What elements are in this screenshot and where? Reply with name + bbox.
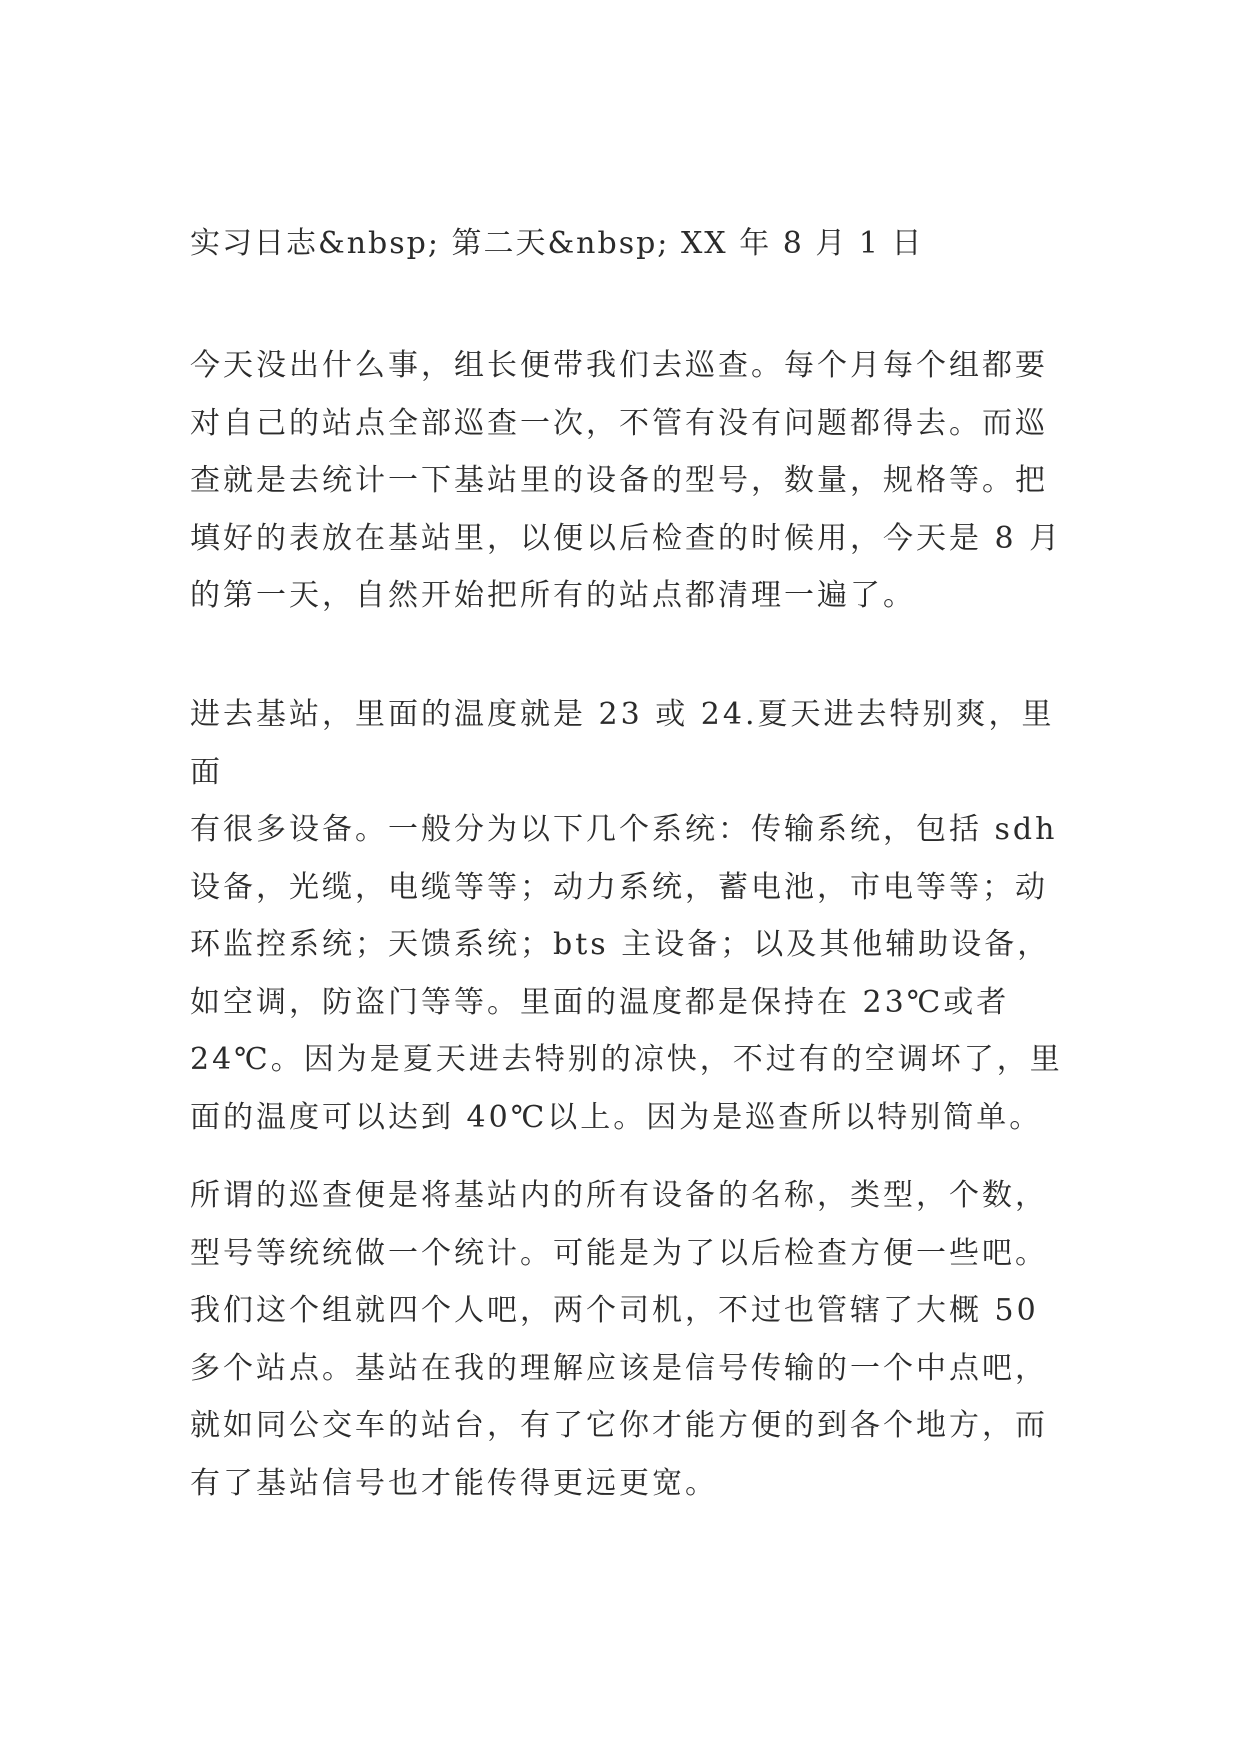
- paragraph-station-equipment: 进去基站，里面的温度就是 23 或 24.夏天进去特别爽，里面 有很多设备。一般分为以下几个系统：传输系统，包括 sdh 设备，光缆，电缆等等；动力系统，蓄电池，市电等等；动 环监控系统；天馈系统；bts 主设备；以及其他辅助设备， 如空调，防盗门等等。里面的温度都是保持在 23℃或者 24℃。因为是夏天进去特别的凉快，不过有的空调坏了，里 面的温度可以达到 40℃以上。因为是巡查所以特别简单。: [190, 697, 1063, 1135]
- paragraph-patrol-purpose: 所谓的巡查便是将基站内的所有设备的名称，类型，个数， 型号等统统做一个统计。可能是为了以后检查方便一些吧。 我们这个组就四个人吧，两个司机，不过也管辖了大概 50 多个站点。基站在我的理解应该是信号传输的一个中点吧， 就如同公交车的站台，有了它你才能方便的到各个地方，而 有了基站信号也才能传得更远更宽。: [190, 1178, 1048, 1501]
- log-title: 实习日志&nbsp; 第二天&nbsp; XX 年 8 月 1 日: [190, 226, 924, 261]
- paragraph-patrol-intro: 今天没出什么事，组长便带我们去巡查。每个月每个组都要 对自己的站点全部巡查一次，不管有没有问题都得去。而巡 查就是去统计一下基站里的设备的型号，数量，规格等。把 填好的表放在基站里，以便以后检查的时候用，今天是 8 月 的第一天，自然开始把所有的站点都清理一遍了。: [190, 348, 1063, 613]
